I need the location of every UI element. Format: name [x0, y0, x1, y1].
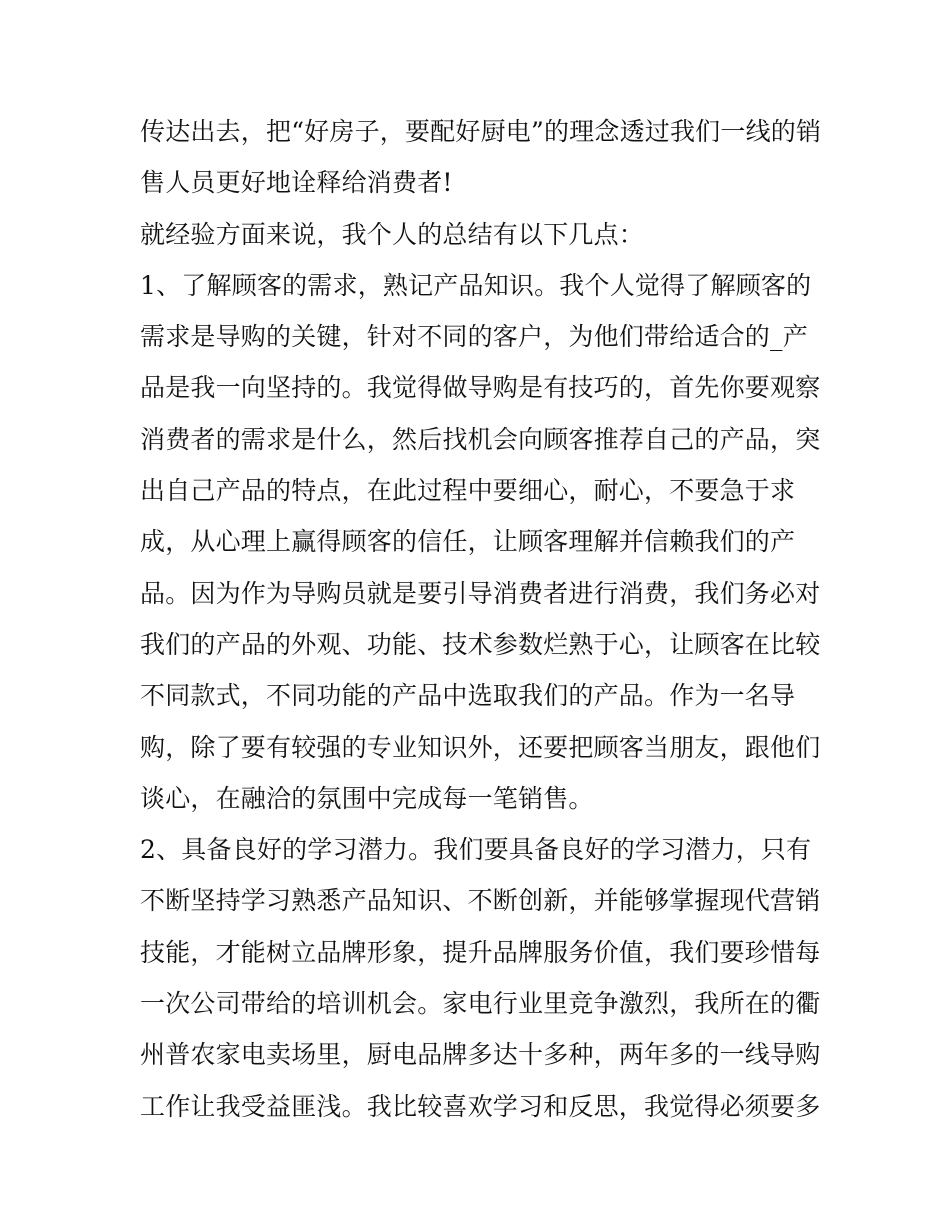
text-line: 技能，才能树立品牌形象，提升品牌服务价值，我们要珍惜每	[140, 937, 821, 967]
text-line: 品是我一向坚持的。我觉得做导购是有技巧的，首先你要观察	[140, 373, 821, 403]
text-line: 成，从心理上赢得顾客的信任，让顾客理解并信赖我们的产	[140, 527, 796, 557]
text-line: 我们的产品的外观、功能、技术参数烂熟于心，让顾客在比较	[140, 629, 821, 659]
text-line: 品。因为作为导购员就是要引导消费者进行消费，我们务必对	[140, 578, 821, 608]
text-line: 工作让我受益匪浅。我比较喜欢学习和反思，我觉得必须要多	[140, 1091, 821, 1121]
text-line: 谈心，在融洽的氛围中完成每一笔销售。	[140, 783, 594, 813]
text-line: 售人员更好地诠释给消费者!	[140, 168, 453, 198]
text-line: 州普农家电卖场里，厨电品牌多达十多种，两年多的一线导购	[140, 1040, 821, 1070]
text-line: 传达出去，把“好房子，要配好厨电”的理念透过我们一线的销	[140, 117, 822, 146]
text-line: 就经验方面来说，我个人的总结有以下几点：	[140, 219, 645, 249]
text-line: 2、具备良好的学习潜力。我们要具备良好的学习潜力，只有	[140, 835, 812, 865]
text-line: 一次公司带给的培训机会。家电行业里竞争激烈，我所在的衢	[140, 989, 821, 1019]
text-line: 消费者的需求是什么，然后找机会向顾客推荐自己的产品，突	[140, 424, 821, 454]
text-line: 出自己产品的特点，在此过程中要细心，耐心，不要急于求	[140, 476, 796, 506]
text-line: 购，除了要有较强的专业知识外，还要把顾客当朋友，跟他们	[140, 732, 821, 762]
text-line: 需求是导购的关键，针对不同的客户，为他们带给适合的_产	[140, 322, 808, 352]
text-line: 不同款式，不同功能的产品中选取我们的产品。作为一名导	[140, 681, 796, 711]
text-line: 不断坚持学习熟悉产品知识、不断创新，并能够掌握现代营销	[140, 886, 821, 916]
text-line: 1、了解顾客的需求，熟记产品知识。我个人觉得了解顾客的	[140, 270, 812, 300]
document-body	[140, 106, 830, 1132]
